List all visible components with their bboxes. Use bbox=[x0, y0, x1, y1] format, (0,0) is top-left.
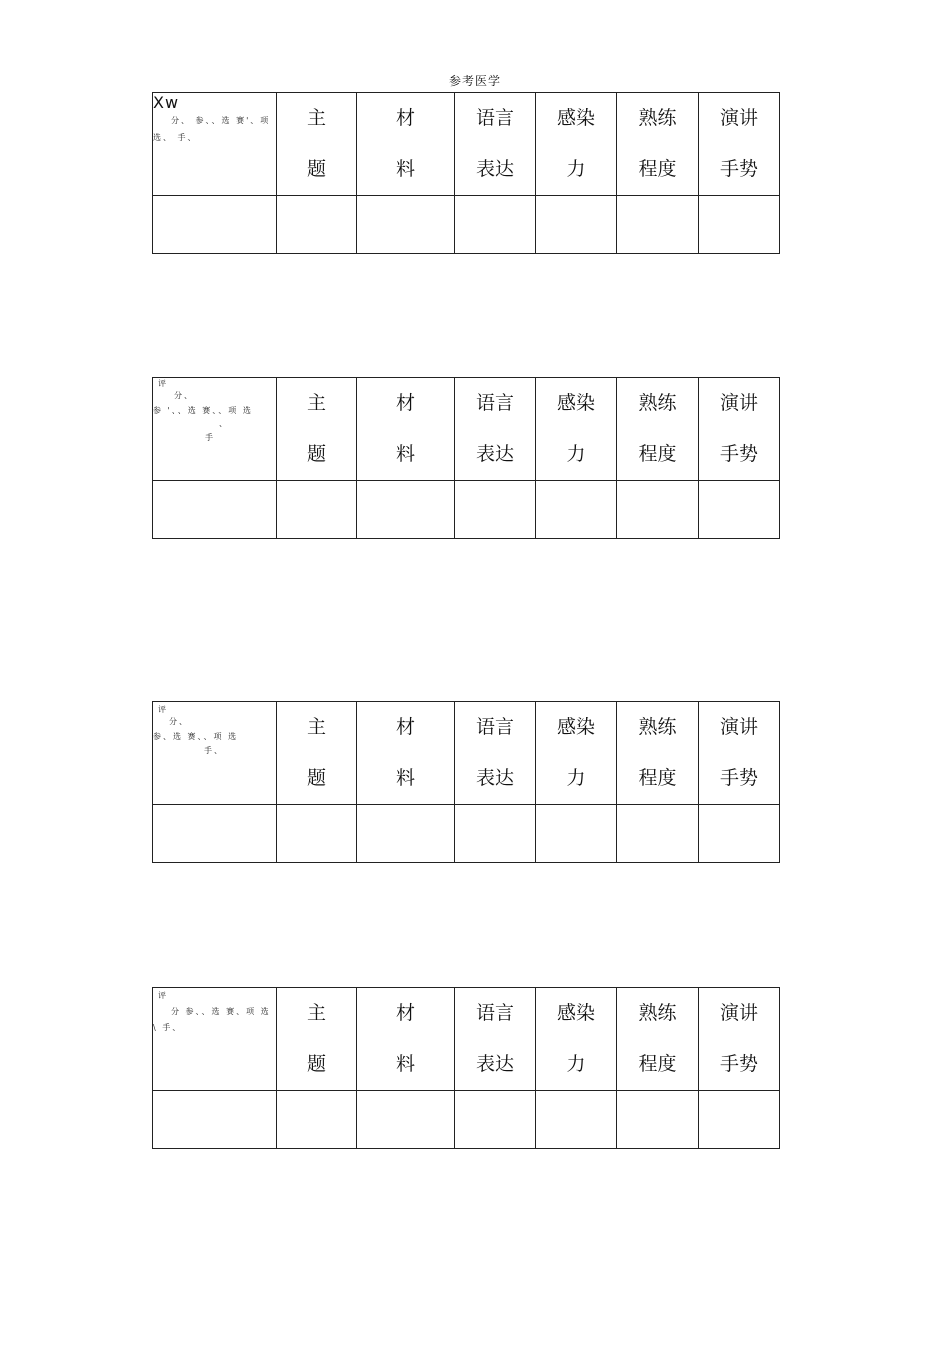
header-text: 力 bbox=[566, 767, 586, 789]
corner-label-cell bbox=[153, 988, 277, 1091]
header-cell-language bbox=[455, 702, 536, 805]
page-header: 参考医学 bbox=[448, 74, 501, 88]
header-text: 材 bbox=[395, 107, 415, 129]
header-text: 材 bbox=[395, 1002, 415, 1024]
table-header-row bbox=[153, 93, 780, 196]
header-cell-theme bbox=[277, 378, 357, 481]
header-cell-material bbox=[357, 378, 455, 481]
header-text: 程度 bbox=[638, 443, 677, 465]
header-text: 演讲 bbox=[719, 107, 758, 129]
header-cell-appeal bbox=[536, 988, 617, 1091]
header-text: 手势 bbox=[719, 158, 758, 180]
header-text: 主 bbox=[306, 1002, 326, 1024]
header-text: 熟练 bbox=[638, 716, 677, 738]
header-text: 表达 bbox=[475, 443, 514, 465]
score-entry-row bbox=[153, 805, 780, 863]
table-header-row bbox=[153, 702, 780, 805]
header-text: 熟练 bbox=[638, 107, 677, 129]
table-header-row bbox=[153, 378, 780, 481]
header-text: 语言 bbox=[475, 716, 514, 738]
score-cell[interactable] bbox=[455, 481, 536, 539]
header-cell-gesture bbox=[699, 988, 780, 1091]
score-cell[interactable] bbox=[277, 196, 357, 254]
corner-label-line: 分、 bbox=[174, 391, 194, 400]
header-text: 感染 bbox=[556, 107, 595, 129]
score-cell[interactable] bbox=[699, 1091, 780, 1149]
header-text: 语言 bbox=[475, 392, 514, 414]
header-cell-theme bbox=[277, 702, 357, 805]
header-text: 力 bbox=[566, 158, 586, 180]
corner-label-line: 评 bbox=[158, 379, 168, 388]
header-cell-fluency bbox=[617, 93, 699, 196]
header-text: 感染 bbox=[556, 716, 595, 738]
header-text: 熟练 bbox=[638, 1002, 677, 1024]
score-entry-row bbox=[153, 196, 780, 254]
header-text: 主 bbox=[306, 716, 326, 738]
corner-label-line: 评 bbox=[158, 991, 168, 1000]
header-cell-appeal bbox=[536, 378, 617, 481]
header-text: 手势 bbox=[719, 1053, 758, 1075]
score-cell[interactable] bbox=[153, 1091, 277, 1149]
header-text: 题 bbox=[306, 443, 326, 465]
header-cell-fluency bbox=[617, 988, 699, 1091]
header-text: 料 bbox=[395, 1053, 415, 1075]
score-table-4 bbox=[152, 987, 780, 1149]
score-cell[interactable] bbox=[277, 1091, 357, 1149]
header-text: 程度 bbox=[638, 1053, 677, 1075]
header-text: 表达 bbox=[475, 1053, 514, 1075]
score-cell[interactable] bbox=[357, 805, 455, 863]
score-cell[interactable] bbox=[455, 196, 536, 254]
header-cell-gesture bbox=[699, 378, 780, 481]
corner-label-cell bbox=[153, 93, 277, 196]
score-cell[interactable] bbox=[153, 481, 277, 539]
score-cell[interactable] bbox=[617, 196, 699, 254]
header-text: 手势 bbox=[719, 443, 758, 465]
corner-label-line: \ 手、 bbox=[153, 1023, 183, 1032]
header-text: 演讲 bbox=[719, 1002, 758, 1024]
header-cell-theme bbox=[277, 93, 357, 196]
score-cell[interactable] bbox=[699, 481, 780, 539]
score-cell[interactable] bbox=[699, 805, 780, 863]
score-entry-row bbox=[153, 1091, 780, 1149]
header-text: 题 bbox=[306, 767, 326, 789]
score-cell[interactable] bbox=[455, 805, 536, 863]
score-cell[interactable] bbox=[153, 196, 277, 254]
score-cell[interactable] bbox=[536, 805, 617, 863]
score-cell[interactable] bbox=[536, 196, 617, 254]
header-text: 题 bbox=[306, 158, 326, 180]
score-table-3 bbox=[152, 701, 780, 863]
header-text: 表达 bbox=[475, 158, 514, 180]
header-text: 程度 bbox=[638, 158, 677, 180]
corner-label-line: 分、 参、、选 赛'、项 bbox=[171, 116, 271, 125]
score-cell[interactable] bbox=[357, 1091, 455, 1149]
corner-label-line: 评 bbox=[158, 705, 168, 714]
score-cell[interactable] bbox=[153, 805, 277, 863]
header-cell-gesture bbox=[699, 93, 780, 196]
header-text: 演讲 bbox=[719, 392, 758, 414]
score-cell[interactable] bbox=[455, 1091, 536, 1149]
corner-label-line: 参 '、、选 赛、、项 选 bbox=[153, 406, 253, 415]
corner-label-line: 、 bbox=[219, 419, 229, 428]
header-text: 手势 bbox=[719, 767, 758, 789]
header-text: 程度 bbox=[638, 767, 677, 789]
score-cell[interactable] bbox=[617, 1091, 699, 1149]
corner-label-line: 参、选 赛、、项 选 bbox=[153, 732, 239, 741]
score-cell[interactable] bbox=[536, 1091, 617, 1149]
header-text: 材 bbox=[395, 716, 415, 738]
header-text: 料 bbox=[395, 443, 415, 465]
header-text: 表达 bbox=[475, 767, 514, 789]
score-table-2 bbox=[152, 377, 780, 539]
header-text: 感染 bbox=[556, 392, 595, 414]
header-cell-appeal bbox=[536, 93, 617, 196]
header-text: 料 bbox=[395, 767, 415, 789]
header-cell-material bbox=[357, 93, 455, 196]
header-text: 材 bbox=[395, 392, 415, 414]
score-cell[interactable] bbox=[617, 481, 699, 539]
table-header-row bbox=[153, 988, 780, 1091]
header-cell-appeal bbox=[536, 702, 617, 805]
score-entry-row bbox=[153, 481, 780, 539]
header-cell-fluency bbox=[617, 702, 699, 805]
header-text: 主 bbox=[306, 392, 326, 414]
score-cell[interactable] bbox=[357, 196, 455, 254]
corner-label-line: 选、 手、 bbox=[153, 133, 198, 142]
corner-label-line: 分、 bbox=[169, 717, 189, 726]
corner-label-line: 手、 bbox=[204, 746, 224, 755]
header-cell-material bbox=[357, 988, 455, 1091]
score-cell[interactable] bbox=[357, 481, 455, 539]
header-text: 语言 bbox=[475, 107, 514, 129]
header-cell-language bbox=[455, 988, 536, 1091]
header-cell-theme bbox=[277, 988, 357, 1091]
score-cell[interactable] bbox=[617, 805, 699, 863]
score-table-1 bbox=[152, 92, 780, 254]
score-cell[interactable] bbox=[536, 481, 617, 539]
header-cell-language bbox=[455, 378, 536, 481]
corner-label-cell bbox=[153, 702, 277, 805]
header-text: 熟练 bbox=[638, 392, 677, 414]
header-text: 语言 bbox=[475, 1002, 514, 1024]
score-cell[interactable] bbox=[699, 196, 780, 254]
header-text: 主 bbox=[306, 107, 326, 129]
header-text: 料 bbox=[395, 158, 415, 180]
header-cell-material bbox=[357, 702, 455, 805]
header-cell-language bbox=[455, 93, 536, 196]
header-cell-gesture bbox=[699, 702, 780, 805]
header-text: 力 bbox=[566, 1053, 586, 1075]
header-text: 感染 bbox=[556, 1002, 595, 1024]
header-cell-fluency bbox=[617, 378, 699, 481]
corner-label-cell bbox=[153, 378, 277, 481]
header-text: 演讲 bbox=[719, 716, 758, 738]
corner-label-big: Xw bbox=[153, 93, 180, 112]
corner-label-line: 分 参、、选 赛、项 选 bbox=[171, 1007, 271, 1016]
header-text: 题 bbox=[306, 1053, 326, 1075]
corner-label-line: 手 bbox=[205, 433, 215, 442]
header-text: 力 bbox=[566, 443, 586, 465]
score-cell[interactable] bbox=[277, 805, 357, 863]
score-cell[interactable] bbox=[277, 481, 357, 539]
